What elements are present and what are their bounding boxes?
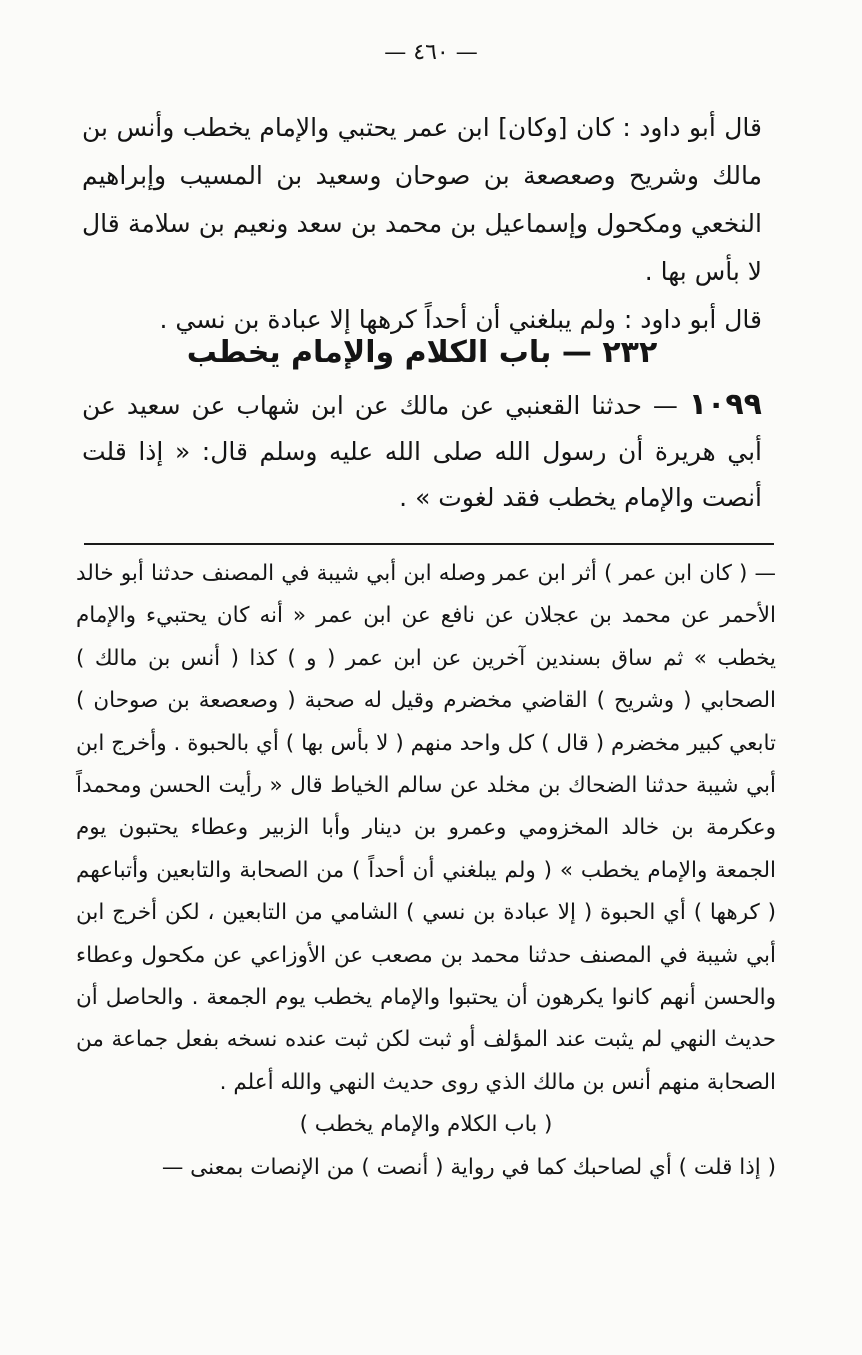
page-number: — ٤٦٠ — <box>384 40 478 65</box>
chapter-heading: ٢٣٢ — باب الكلام والإمام يخطب <box>186 335 658 370</box>
commentary <box>76 553 776 1189</box>
main-text <box>82 104 762 344</box>
commentary-heading: ( باب الكلام والإمام يخطب ) <box>299 1112 553 1138</box>
footnote-divider <box>84 543 774 545</box>
hadith-text: — حدثنا القعنبي عن مالك عن ابن شهاب عن سعيد عن أبي هريرة أن رسول الله صلى الله عليه وسلم قال: « إذا قلت أنصت والإمام يخطب فقد لغوت » . <box>82 391 762 512</box>
commentary-paragraph: ( إذا قلت ) أي لصاحبك كما في رواية ( أنصت ) من الإنصات بمعنى — <box>161 1154 776 1180</box>
main-paragraph: قال أبو داود : كان [وكان] ابن عمر يحتبي والإمام يخطب وأنس بن مالك وشريح وصعصعة بن صوحان وسعيد بن المسيب وإبراهيم النخعي ومكحول وإسماعيل بن محمد بن سعد ونعيم بن سلامة قال لا بأس بها . <box>82 113 762 286</box>
main-paragraph: قال أبو داود : ولم يبلغني أن أحداً كرهها إلا عبادة بن نسي . <box>159 305 762 334</box>
commentary-paragraph: — ( كان ابن عمر ) أثر ابن عمر وصله ابن أبي شيبة في المصنف حدثنا أبو خالد الأحمر عن محمد بن عجلان عن نافع عن ابن عمر « أنه كان يحتبيء والإمام يخطب » ثم ساق بسندين آخرين عن ابن عمر ( و ) كذا ( أنس بن مالك ) الصحابي ( وشريح ) القاضي مخضرم وقيل له صحبة ( وصعصعة بن صوحان ) تابعي كبير مخضرم ( قال ) كل واحد منهم ( لا بأس بها ) أي بالحبوة . وأخرج ابن أبي شيبة حدثنا الضحاك بن مخلد عن سالم الخياط قال « رأيت الحسن ومحمداً وعكرمة بن خالد المخزومي وعمرو بن دينار وأبا الزبير وعطاء يحتبون يوم الجمعة والإمام يخطب » ( ولم يبلغني أن أحداً ) من الصحابة والتابعين وأتباعهم ( كرهها ) أي الحبوة ( إلا عبادة بن نسي ) الشامي من التابعين ، لكن أخرج ابن أبي شيبة في المصنف حدثنا محمد بن مصعب عن الأوزاعي عن مكحول وعطاء والحسن أنهم كانوا يكرهون أن يحتبوا والإمام يخطب يوم الجمعة . والحاصل أن حديث النهي لم يثبت عند المؤلف أو ثبت لكن ثبت عنده نسخه بفعل جماعة من الصحابة منهم أنس بن مالك الذي روى حديث النهي والله أعلم . <box>76 561 776 1095</box>
hadith-block <box>82 382 762 521</box>
hadith-number: ١٠٩٩ <box>688 387 762 422</box>
